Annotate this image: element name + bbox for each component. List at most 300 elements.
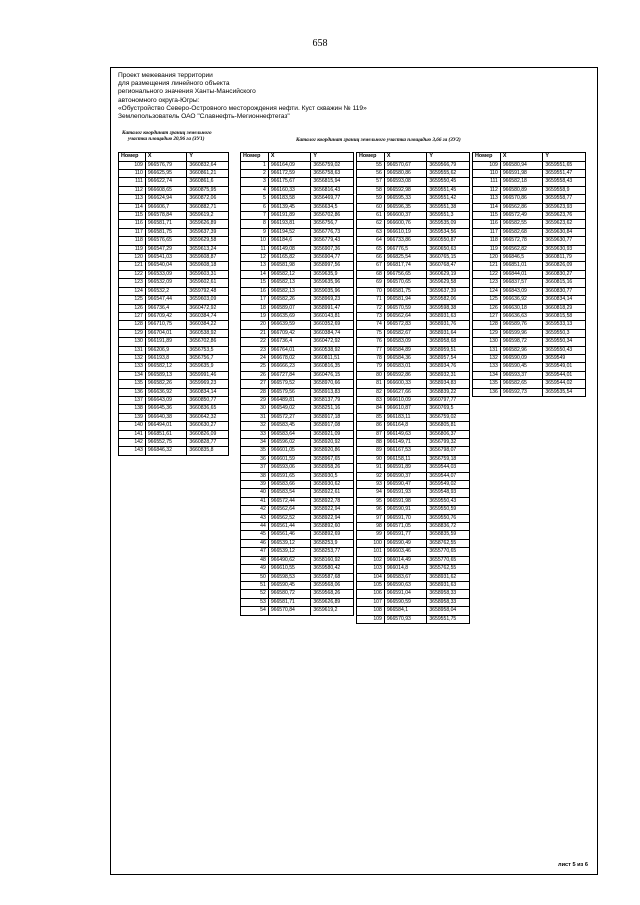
coord-x: 966589,07 [268,304,311,312]
coord-x: 966184,6 [268,237,311,245]
table-row [357,598,470,606]
coord-x: 966600,76 [384,220,427,228]
coord-x: 966164,8 [384,422,427,430]
coord-y: 3656702,86 [311,212,354,220]
coord-x: 966643,09 [145,396,187,404]
coord-x: 966172,59 [268,170,311,178]
point-number: 57 [357,178,385,186]
coord-y: 3659548,93 [427,489,470,497]
point-number: 115 [119,212,146,220]
coord-x: 966590,45 [500,363,543,371]
point-number: 48 [241,556,269,564]
coord-y: 3656816,43 [311,186,354,194]
point-number: 13 [241,262,269,270]
coord-y: 3659558,9 [543,186,586,194]
coord-x: 966183,11 [384,413,427,421]
table-row [119,178,229,186]
table-row [473,338,586,346]
table-row [357,296,470,304]
coord-y: 3659551,42 [427,195,470,203]
point-number: 80 [357,371,385,379]
table-row [357,607,470,615]
table-row [241,287,354,295]
point-number: 24 [241,354,269,362]
table-row [357,212,470,220]
coord-y: 3658932,31 [427,371,470,379]
coord-y: 3659535,09 [427,220,470,228]
coord-x: 966582,13 [268,287,311,295]
coord-y: 3660835,8 [187,447,229,455]
coord-y: 3660830,27 [543,270,586,278]
coord-x: 966846,32 [145,447,187,455]
point-number: 129 [473,329,501,337]
table-row [357,413,470,421]
table-row [119,346,229,354]
coord-y: 3658958,33 [427,590,470,598]
point-number: 62 [357,220,385,228]
coord-table-zu2-part3 [472,152,586,397]
point-number: 2 [241,170,269,178]
table-row [357,497,470,505]
table-row [119,405,229,413]
table-row [357,279,470,287]
coord-x: 966610,87 [384,405,427,413]
table-row [119,254,229,262]
coord-x: 966572,49 [500,212,543,220]
coord-y: 3658931,76 [427,321,470,329]
table-row [473,203,586,211]
coord-x: 966837,57 [500,279,543,287]
coord-y: 3658253,77 [311,548,354,556]
coord-y: 3660830,77 [543,287,586,295]
coord-x: 966580,72 [268,590,311,598]
col-header-y: Y [311,153,354,162]
coord-x: 966627,66 [384,388,427,396]
coord-x: 966193,8 [145,354,187,362]
table-row [357,338,470,346]
coord-y: 3656907,36 [311,245,354,253]
point-number: 75 [357,329,385,337]
point-number: 107 [357,598,385,606]
point-number: 87 [357,430,385,438]
coord-y: 3659626,89 [311,598,354,606]
table-row [473,363,586,371]
coord-y: 3660797,77 [427,396,470,404]
coord-x: 966598,53 [268,573,311,581]
table-row [473,212,586,220]
table-row [241,413,354,421]
coord-y: 3656702,86 [187,338,229,346]
point-number: 6 [241,203,269,211]
coord-x: 966736,4 [145,304,187,312]
coord-x: 966592,73 [500,388,543,396]
table-row [357,405,470,413]
point-number: 102 [357,556,385,564]
coord-y: 3660811,79 [543,254,586,262]
coord-y: 3659623,76 [543,212,586,220]
point-number: 88 [357,439,385,447]
table-row [241,422,354,430]
table-row [473,195,586,203]
coord-y: 3658931,62 [427,573,470,581]
table-row [119,161,229,169]
table-row [357,439,470,447]
coord-x: 966606,7 [145,203,187,211]
coord-y: 3659551,75 [427,615,470,623]
coord-x: 966596,02 [268,439,311,447]
table-row [357,481,470,489]
coord-y: 3658922,94 [311,514,354,522]
table-row [119,338,229,346]
coord-x: 966610,09 [384,396,427,404]
coord-x: 966640,38 [145,413,187,421]
point-number: 26 [241,371,269,379]
point-number: 125 [119,296,146,304]
coord-x: 966636,92 [145,388,187,396]
coord-y: 3659549 [543,354,586,362]
coord-y: 3658922,61 [311,489,354,497]
coord-x: 966583,54 [268,489,311,497]
col-header-y: Y [543,153,586,162]
table-row [241,430,354,438]
point-number: 116 [119,220,146,228]
table-row [241,590,354,598]
point-number: 122 [473,270,501,278]
table-row [357,220,470,228]
point-number: 71 [357,296,385,304]
coord-y: 3658997,56 [311,262,354,270]
point-number: 70 [357,287,385,295]
point-number: 85 [357,413,385,421]
table-row [357,531,470,539]
coord-x: 966175,67 [268,178,311,186]
table-row [473,228,586,236]
coord-x: 966733,86 [384,237,427,245]
coord-y: 3659603,09 [187,296,229,304]
point-number: 130 [473,338,501,346]
table-row [357,329,470,337]
coord-x: 966194,52 [268,228,311,236]
table-row [241,329,354,337]
table-row [357,195,470,203]
table-row [357,254,470,262]
coord-x: 966540,04 [145,262,187,270]
coord-y: 3659623,62 [543,220,586,228]
point-number: 92 [357,472,385,480]
table-row [473,304,586,312]
coord-x: 966570,93 [384,615,427,623]
point-number: 141 [119,430,146,438]
coord-y: 3659619,2 [311,607,354,615]
coord-y: 3656806,37 [427,430,470,438]
table-row [119,329,229,337]
coord-x: 966636,92 [500,296,543,304]
table-row [241,506,354,514]
point-number: 110 [473,170,501,178]
coord-y: 3659035,96 [311,287,354,295]
point-number: 137 [119,396,146,404]
table-row [357,514,470,522]
table-row [241,531,354,539]
coord-x: 966584,36 [384,354,427,362]
table-row [473,220,586,228]
point-number: 138 [119,405,146,413]
point-number: 126 [119,304,146,312]
point-number: 98 [357,523,385,531]
coord-y: 3656779,43 [311,237,354,245]
point-number: 101 [357,548,385,556]
caption-zu1-line1: Каталог координат границ земельного [122,130,212,136]
coord-x: 966590,91 [384,506,427,514]
coord-x: 966578,84 [145,212,187,220]
coord-y: 3658892,60 [311,523,354,531]
table-row [119,413,229,421]
table-row [241,514,354,522]
coord-x: 966666,23 [268,363,311,371]
coord-y: 3658958,68 [427,338,470,346]
document-header [118,72,367,121]
coord-x: 966709,42 [145,312,187,320]
coord-y: 3659550,59 [427,506,470,514]
coord-y: 3656759,18 [427,455,470,463]
point-number: 119 [119,245,146,253]
table-row [241,481,354,489]
coord-x: 966164,09 [268,161,311,169]
point-number: 90 [357,455,385,463]
table-row [241,228,354,236]
point-number: 111 [473,178,501,186]
point-number: 46 [241,539,269,547]
coord-y: 3658931,63 [427,581,470,589]
table-row [357,523,470,531]
coord-x: 966139,45 [268,203,311,211]
point-number: 5 [241,195,269,203]
coord-x: 966704,01 [145,329,187,337]
coord-y: 3659598,38 [427,304,470,312]
table-row [357,396,470,404]
coord-y: 3659566,79 [427,161,470,169]
coord-y: 3659551,3 [427,212,470,220]
table-row [241,170,354,178]
coord-x: 966590,45 [268,581,311,589]
table-row [473,371,586,379]
coord-y: 3659629,58 [187,237,229,245]
coord-x: 966561,46 [268,531,311,539]
point-number: 64 [357,237,385,245]
coord-x: 966582,26 [268,296,311,304]
coord-y: 3655770,65 [427,556,470,564]
coord-x: 966601,05 [268,447,311,455]
table-row [357,565,470,573]
point-number: 72 [357,304,385,312]
coord-x: 966600,33 [384,380,427,388]
coord-x: 966579,56 [268,388,311,396]
coord-x: 966756,65 [384,270,427,278]
coord-x: 966532,09 [145,279,187,287]
table-row [473,178,586,186]
point-number: 9 [241,228,269,236]
point-number: 19 [241,312,269,320]
coord-x: 966580,86 [384,170,427,178]
point-number: 113 [119,195,146,203]
coord-y: 3659630,77 [543,237,586,245]
coord-x: 966581,98 [268,262,311,270]
coord-x: 966608,65 [145,186,187,194]
point-number: 14 [241,270,269,278]
point-number: 129 [119,329,146,337]
table-row [357,270,470,278]
coord-y: 3656799,32 [427,439,470,447]
coord-y: 3658958,04 [427,607,470,615]
coord-x: 966183,58 [268,195,311,203]
coord-x: 966851,01 [500,262,543,270]
caption-zu1-line2: участка площадью 20,96 га (ЗУ1) [128,136,205,143]
coord-x: 966581,71 [268,598,311,606]
table-row [119,430,229,438]
point-number: 121 [119,262,146,270]
point-number: 139 [119,413,146,421]
coord-x: 966570,86 [500,195,543,203]
coord-y: 3659568,06 [311,581,354,589]
col-header-number: Номер [473,153,501,162]
coord-x: 966630,18 [500,304,543,312]
coord-x: 966490,62 [268,556,311,564]
coord-x: 966158,11 [384,455,427,463]
point-number: 73 [357,312,385,320]
table-header-row [119,153,229,162]
table-row [241,405,354,413]
table-row [357,539,470,547]
col-header-x: X [500,153,543,162]
coord-x: 966736,4 [268,338,311,346]
coord-y: 3659544,01 [543,371,586,379]
coord-y: 3656753,5 [187,346,229,354]
coord-x: 966582,18 [500,178,543,186]
point-number: 125 [473,296,501,304]
table-row [241,439,354,447]
coord-y: 3659549,01 [543,363,586,371]
coord-y: 3658934,76 [427,363,470,371]
point-number: 36 [241,455,269,463]
coord-x: 966590,59 [384,598,427,606]
table-row [473,312,586,320]
point-number: 94 [357,489,385,497]
coord-y: 3659630,84 [543,228,586,236]
coord-x: 966601,59 [268,455,311,463]
coord-x: 966579,52 [268,380,311,388]
point-number: 21 [241,329,269,337]
table-row [119,203,229,211]
coord-y: 3656759,02 [427,413,470,421]
coord-x: 966843,09 [500,287,543,295]
coord-y: 3659630,93 [543,245,586,253]
coord-x: 966149,08 [268,245,311,253]
coord-y: 3660861,6 [187,178,229,186]
table-row [241,388,354,396]
table-row [241,363,354,371]
col-header-y: Y [427,153,470,162]
point-number: 109 [473,161,501,169]
point-number: 29 [241,396,269,404]
coord-y: 3658762,55 [427,539,470,547]
point-number: 82 [357,388,385,396]
table-row [241,447,354,455]
table-row [119,195,229,203]
coord-x: 966582,13 [268,279,311,287]
coord-y: 3659551,45 [427,186,470,194]
point-number: 34 [241,439,269,447]
col-header-number: Номер [119,153,146,162]
coord-y: 3656759,02 [311,161,354,169]
table-row [473,287,586,295]
coord-y: 3656634,5 [311,203,354,211]
point-number: 112 [119,186,146,194]
coord-y: 3659587,68 [311,573,354,581]
coord-x: 966591,89 [384,464,427,472]
table-row [241,220,354,228]
point-number: 63 [357,228,385,236]
table-header-row [473,153,586,162]
table-row [119,354,229,362]
table-row [473,161,586,169]
coord-y: 3658931,64 [427,329,470,337]
table-row [357,245,470,253]
table-row [473,254,586,262]
point-number: 39 [241,481,269,489]
coord-y: 3659550,45 [427,178,470,186]
coord-y: 3658970,66 [311,380,354,388]
table-row [357,363,470,371]
table-row [241,556,354,564]
coord-x: 966576,79 [145,161,187,169]
point-number: 3 [241,178,269,186]
point-number: 136 [119,388,146,396]
point-number: 109 [119,161,146,169]
caption-zu2: Каталог координат границ земельного участка площадью 3,66 га (ЗУ2) [296,137,461,143]
coord-y: 3658137,79 [311,396,354,404]
table-row [241,380,354,388]
coord-y: 3659551,38 [427,203,470,211]
table-row [241,497,354,505]
coord-y: 3658836,72 [427,523,470,531]
point-number: 40 [241,489,269,497]
coord-x: 966014,8 [384,565,427,573]
table-row [119,262,229,270]
table-row [241,472,354,480]
point-number: 32 [241,422,269,430]
coord-y: 3659626,89 [187,220,229,228]
point-number: 116 [473,220,501,228]
table-row [119,439,229,447]
point-number: 4 [241,186,269,194]
coord-x: 966590,37 [384,472,427,480]
table-row [119,170,229,178]
table-row [241,455,354,463]
coord-x: 966549,02 [268,405,311,413]
table-row [473,186,586,194]
coord-x: 966678,02 [268,354,311,362]
coord-y: 3658160,92 [311,556,354,564]
coord-x: 966582,96 [500,346,543,354]
coord-y: 3658969,23 [311,296,354,304]
point-number: 58 [357,186,385,194]
table-row [357,371,470,379]
coord-x: 966572,83 [384,321,427,329]
coord-x: 966583,45 [268,422,311,430]
coord-y: 3659550,43 [543,346,586,354]
coord-x: 966599,96 [500,329,543,337]
point-number: 117 [119,228,146,236]
